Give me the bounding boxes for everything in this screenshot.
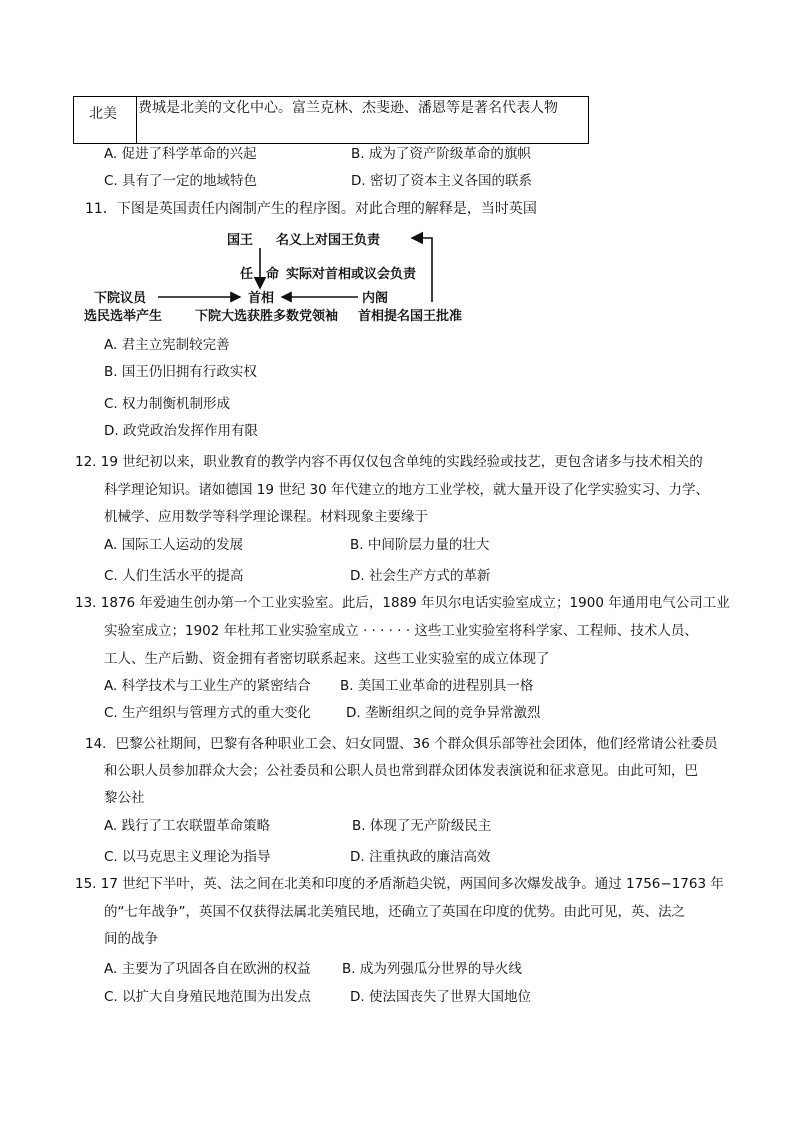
q13-stem-line3: 工人、生产后勤、资金拥有者密切联系起来。这些工业实验室的成立体现了 — [104, 651, 550, 667]
q13-stem-line1: 13. 1876 年爱迪生创办第一个工业实验室。此后，1889 年贝尔电话实验室成立；1900 年通用电气公司工业 — [75, 595, 730, 611]
diagram-actual: 实际对首相或议会负责 — [286, 267, 417, 282]
q15-stem-line2: 的“七年战争”，英国不仅获得法属北美殖民地，还确立了英国在印度的优势。由此可见，英、法之 — [104, 904, 685, 920]
cabinet-procedure-diagram — [80, 228, 480, 328]
region-label: 北美 — [89, 106, 117, 122]
q15-stem-line3: 间的战争 — [104, 931, 158, 947]
q14-option-c[interactable]: C. 以马克思主义理论为指导 — [104, 849, 271, 865]
q13-option-a[interactable]: A. 科学技术与工业生产的紧密结合 — [104, 678, 311, 694]
q14-option-a[interactable]: A. 践行了工农联盟革命策略 — [104, 818, 271, 834]
diagram-cabinet: 内阁 — [362, 291, 389, 306]
q15-stem-line1: 15. 17 世纪下半叶，英、法之间在北美和印度的矛盾渐趋尖锐，两国间多次爆发战争。通过 1756−1763 年 — [75, 876, 724, 892]
q12-stem-line1: 12. 19 世纪初以来，职业教育的教学内容不再仅仅包含单纯的实践经验或技艺，更包含诸多与技术相关的 — [75, 454, 703, 470]
q10-option-c[interactable]: C. 具有了一定的地域特色 — [104, 173, 258, 189]
diagram-mp: 下院议员 — [94, 291, 147, 306]
q10-option-b[interactable]: B. 成为了资产阶级革命的旗帜 — [351, 146, 531, 162]
table-cell-content — [137, 97, 589, 144]
q10-option-a[interactable]: A. 促进了科学革命的兴起 — [104, 146, 257, 162]
q13-option-c[interactable]: C. 生产组织与管理方式的重大变化 — [104, 705, 312, 721]
q15-option-d[interactable]: D. 使法国丧失了世界大国地位 — [350, 989, 531, 1005]
q12-stem-line3: 机械学、应用数学等科学理论课程。材料现象主要缘于 — [104, 509, 428, 525]
q15-option-a[interactable]: A. 主要为了巩固各自在欧洲的权益 — [104, 961, 311, 977]
region-content: 费城是北美的文化中心。富兰克林、杰斐逊、潘恩等是著名代表人物 — [138, 100, 558, 116]
culture-table — [73, 96, 589, 144]
q12-option-b[interactable]: B. 中间阶层力量的壮大 — [350, 537, 490, 553]
q13-stem-line2: 实验室成立；1902 年杜邦工业实验室成立 · · · · · · 这些工业实验室将科学家、工程师、技术人员、 — [104, 623, 698, 639]
table-row — [74, 97, 589, 144]
q14-stem-line1: 14．巴黎公社期间，巴黎有各种职业工会、妇女同盟、36 个群众俱乐部等社会团体，他们经常请公社委员 — [85, 736, 718, 752]
q10-option-d[interactable]: D. 密切了资本主义各国的联系 — [351, 173, 532, 189]
q12-option-d[interactable]: D. 社会生产方式的革新 — [350, 568, 491, 584]
q12-option-c[interactable]: C. 人们生活水平的提高 — [104, 568, 244, 584]
diagram-elected: 选民选举产生 — [84, 309, 163, 324]
q14-stem-line2: 和公职人员参加群众大会；公社委员和公职人员也常到群众团体发表演说和征求意见。由此可知，巴 — [104, 763, 698, 779]
q11-option-c[interactable]: C. 权力制衡机制形成 — [104, 396, 231, 412]
diagram-pm: 首相 — [248, 291, 275, 306]
q15-option-c[interactable]: C. 以扩大自身殖民地范围为出发点 — [104, 989, 312, 1005]
diagram-nominal: 名义上对国王负责 — [276, 233, 381, 248]
q15-option-b[interactable]: B. 成为列强瓜分世界的导火线 — [342, 961, 522, 977]
q11-option-b[interactable]: B. 国王仍旧拥有行政实权 — [104, 364, 257, 380]
q11-option-d[interactable]: D. 政党政治发挥作用有限 — [104, 423, 258, 439]
diagram-appoint-a: 任 — [240, 267, 254, 282]
q13-option-b[interactable]: B. 美国工业革命的进程别具一格 — [340, 678, 534, 694]
diagram-nominate: 首相提名国王批准 — [358, 309, 463, 324]
q12-option-a[interactable]: A. 国际工人运动的发展 — [104, 537, 244, 553]
table-cell-region — [74, 97, 137, 144]
q14-stem-line3: 黎公社 — [104, 790, 145, 806]
q11-stem: 11．下图是英国责任内阁制产生的程序图。对此合理的解释是，当时英国 — [85, 201, 537, 217]
diagram-appoint-b: 命 — [266, 267, 280, 282]
diagram-majority: 下院大选获胜多数党领袖 — [195, 309, 339, 324]
q14-option-d[interactable]: D. 注重执政的廉洁高效 — [350, 849, 491, 865]
diagram-king: 国王 — [227, 233, 254, 248]
q13-option-d[interactable]: D. 垄断组织之间的竞争异常激烈 — [346, 705, 541, 721]
q12-stem-line2: 科学理论知识。诸如德国 19 世纪 30 年代建立的地方工业学校，就大量开设了化学实验实习、力学、 — [104, 482, 710, 498]
q11-option-a[interactable]: A. 君主立宪制较完善 — [104, 337, 230, 353]
q14-option-b[interactable]: B. 体现了无产阶级民主 — [352, 818, 492, 834]
